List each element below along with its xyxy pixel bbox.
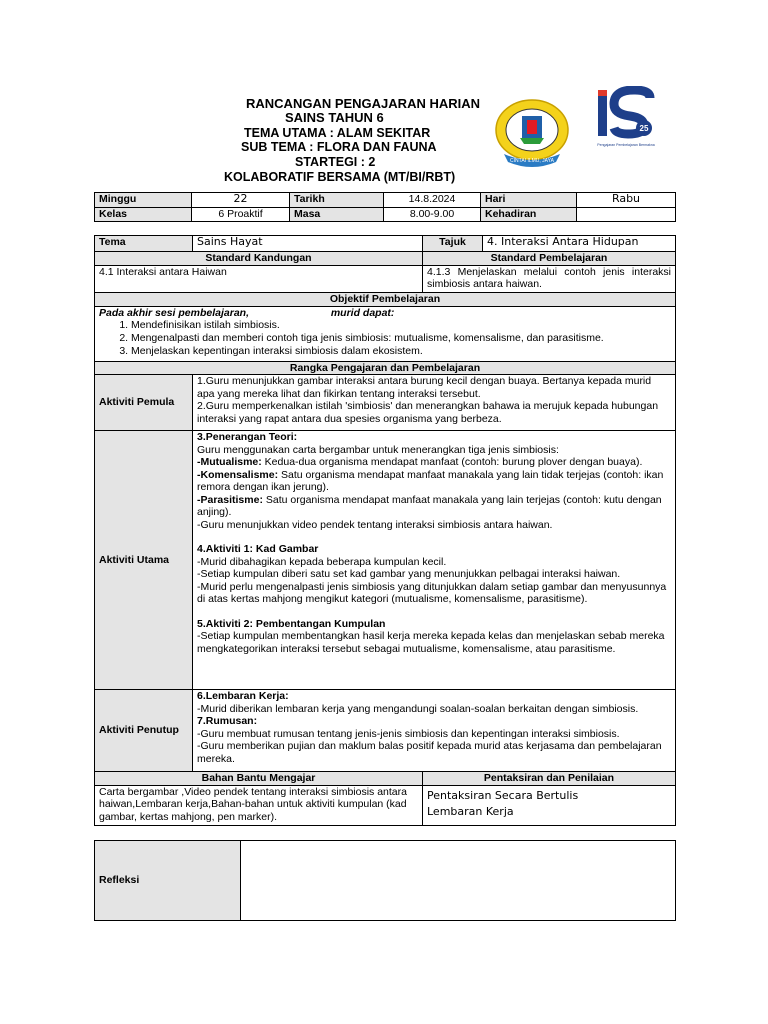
objektif-item: 2. Mengenalpasti dan memberi contoh tiga jenis simbiosis: mutualisme, komensalisme, dan parasitisme. <box>131 332 671 345</box>
komensalisme-line <box>197 469 671 494</box>
pentaksiran-item: Pentaksiran Secara Bertulis <box>427 788 579 802</box>
parasitisme-term: -Parasitisme: <box>197 493 263 506</box>
mutualisme-term: -Mutualisme: <box>197 456 262 468</box>
objektif-header: Objektif Pembelajaran <box>95 292 676 306</box>
utama-heading-aktiviti-1: 4.Aktiviti 1: Kad Gambar <box>197 543 319 555</box>
tarikh-label: Tarikh <box>290 193 384 208</box>
kelas-value[interactable]: 6 Proaktif <box>192 208 290 222</box>
aktiviti-pemula-content[interactable] <box>193 375 676 431</box>
kelas-label: Kelas <box>95 208 192 222</box>
standard-pembelajaran-value[interactable]: 4.1.3 Menjelaskan melalui contoh jenis interaksi simbiosis antara haiwan. <box>423 265 676 292</box>
lesson-plan-table <box>94 235 676 826</box>
aktiviti-utama-label: Aktiviti Utama <box>95 431 193 690</box>
refleksi-table <box>94 840 676 921</box>
title-line-5: STARTEGI : 2 <box>295 155 376 169</box>
objektif-content[interactable] <box>95 306 676 361</box>
bbm-header: Bahan Bantu Mengajar <box>95 772 423 786</box>
parasitisme-text: Satu organisma mendapat manfaat manakala yang lain terjejas (contoh: kutu dengan anjing). <box>197 493 662 518</box>
kehadiran-label: Kehadiran <box>481 208 577 222</box>
logo-motto: CINTAI ILMU, JAYA <box>510 158 554 164</box>
utama-line: -Setiap kumpulan membentangkan hasil kerja mereka kepada kelas dan menjelaskan sebab mereka mengkategorikan interaksi tersebut sebagai mutualisme, komensalisme, atau parasitisme. <box>197 630 665 655</box>
pemula-step-1: 1.Guru menunjukkan gambar interaksi antara burung kecil dengan buaya. Bertanya kepada murid apa yang mereka lihat dan fikirkan tentang interaksi tersebut. <box>197 375 652 400</box>
utama-line: -Setiap kumpulan diberi satu set kad gambar yang menunjukkan pelbagai interaksi haiwan. <box>197 568 621 580</box>
logo-number: 25 <box>639 124 649 133</box>
info-table <box>94 192 676 222</box>
objektif-item: 3. Menjelaskan kepentingan interaksi simbiosis dalam ekosistem. <box>131 345 671 358</box>
kehadiran-value[interactable] <box>577 208 676 222</box>
bbm-value[interactable]: Carta bergambar ,Video pendek tentang interaksi simbiosis antara haiwan,Lembaran kerja,Bahan-bahan untuk aktiviti kumpulan (kad gambar, kertas mahjong, pen marker). <box>95 785 423 825</box>
penutup-line: -Murid diberikan lembaran kerja yang mengandungi soalan-soalan berkaitan dengan simbiosis. <box>197 702 639 715</box>
rangka-header: Rangka Pengajaran dan Pembelajaran <box>95 361 676 375</box>
standard-pembelajaran-header: Standard Pembelajaran <box>423 252 676 266</box>
title-line-2: SAINS TAHUN 6 <box>285 110 384 125</box>
refleksi-value[interactable] <box>241 841 676 921</box>
standard-kandungan-value[interactable]: 4.1 Interaksi antara Haiwan <box>95 265 423 292</box>
tajuk-label: Tajuk <box>423 236 483 252</box>
penutup-line: -Guru memberikan pujian dan maklum balas positif kepada murid atas kerjasama dan pembelajaran mereka. <box>197 740 662 765</box>
aktiviti-utama-content[interactable] <box>193 431 676 690</box>
tarikh-value[interactable]: 14.8.2024 <box>384 193 481 208</box>
parasitisme-line <box>197 494 671 519</box>
tema-label: Tema <box>95 236 193 252</box>
utama-line: -Guru menunjukkan video pendek tentang interaksi simbiosis antara haiwan. <box>197 518 553 531</box>
mutualisme-line <box>197 456 671 469</box>
title-line-4: SUB TEMA : FLORA DAN FAUNA <box>241 140 437 154</box>
title-line-1: RANCANGAN PENGAJARAN HARIAN <box>246 96 481 111</box>
tajuk-value[interactable]: 4. Interaksi Antara Hidupan <box>483 236 676 252</box>
utama-line: -Murid dibahagikan kepada beberapa kumpulan kecil. <box>197 555 447 568</box>
penutup-line: -Guru membuat rumusan tentang jenis-jenis simbiosis dan kepentingan interaksi simbiosis. <box>197 727 620 740</box>
masa-value[interactable]: 8.00-9.00 <box>384 208 481 222</box>
title-line-3: TEMA UTAMA : ALAM SEKITAR <box>244 126 431 140</box>
masa-label: Masa <box>290 208 384 222</box>
penutup-heading-lembaran: 6.Lembaran Kerja: <box>197 690 289 702</box>
minggu-value[interactable]: 22 <box>192 193 290 208</box>
aktiviti-penutup-content[interactable] <box>193 690 676 772</box>
mutualisme-text: Kedua-dua organisma mendapat manfaat (contoh: burung plover dengan buaya). <box>261 456 643 468</box>
utama-line: Guru menggunakan carta bergambar untuk menerangkan tiga jenis simbiosis: <box>197 443 559 456</box>
title-line-6: KOLABORATIF BERSAMA (MT/BI/RBT) <box>224 170 456 184</box>
penutup-heading-rumusan: 7.Rumusan: <box>197 715 258 727</box>
pemula-step-2: 2.Guru memperkenalkan istilah 'simbiosis' dan menerangkan bahawa ia merujuk kepada hubungan interaksi yang rapat antara dua spesies organisma yang berbeza. <box>197 400 659 425</box>
utama-heading-teori: 3.Penerangan Teori: <box>197 431 298 443</box>
pentaksiran-header: Pentaksiran dan Penilaian <box>423 772 676 786</box>
refleksi-label: Refleksi <box>95 841 241 921</box>
pentaksiran-value[interactable] <box>423 785 676 825</box>
logo-caption: Pengajaran Pembelajaran Bermakna <box>597 143 655 147</box>
standard-kandungan-header: Standard Kandungan <box>95 252 423 266</box>
objektif-intro-b: murid dapat: <box>330 306 395 319</box>
school-logo <box>492 92 572 170</box>
komensalisme-term: -Komensalisme: <box>197 468 279 481</box>
utama-heading-aktiviti-2: 5.Aktiviti 2: Pembentangan Kumpulan <box>197 617 386 630</box>
hari-label: Hari <box>481 193 577 208</box>
komensalisme-text: Satu organisma mendapat manfaat manakala yang lain tidak terjejas (contoh: ikan remora dengan ikan jerung). <box>197 468 664 493</box>
tema-value[interactable]: Sains Hayat <box>193 236 423 252</box>
aktiviti-penutup-label: Aktiviti Penutup <box>95 690 193 772</box>
utama-line: -Murid perlu mengenalpasti jenis simbiosis yang ditunjukkan dalam setiap gambar dan menyusunnya di atas kertas mahjong mengikut kategori (mutualisme, komensalisme, parasitisme). <box>197 580 667 605</box>
objektif-intro-a: Pada akhir sesi pembelajaran, <box>99 306 249 319</box>
minggu-label: Minggu <box>95 193 192 208</box>
aktiviti-pemula-label: Aktiviti Pemula <box>95 375 193 431</box>
program-logo <box>594 86 658 152</box>
pentaksiran-item: Lembaran Kerja <box>427 804 514 818</box>
hari-value[interactable]: Rabu <box>577 193 676 208</box>
objektif-item: 1. Mendefinisikan istilah simbiosis. <box>131 319 671 332</box>
